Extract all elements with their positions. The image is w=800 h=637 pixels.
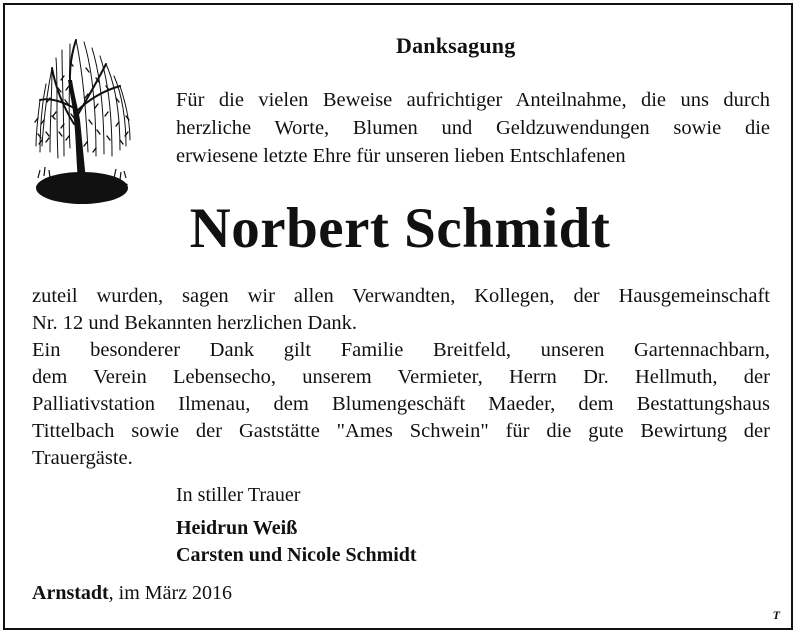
notice-heading: Danksagung bbox=[396, 33, 516, 58]
intro-line: erwiesene letzte Ehre für unseren lieben Entschlafenen bbox=[176, 145, 626, 167]
intro-line: Für die vielen Beweise aufrichtiger Anteilnahme, die uns durch bbox=[176, 89, 770, 111]
body-line: zuteil wurden, sagen wir allen Verwandten, Kollegen, der Hausgemeinschaft bbox=[32, 285, 770, 307]
body-line: Palliativstation Ilmenau, dem Blumengeschäft Maeder, dem Bestattungshaus bbox=[32, 393, 770, 415]
place-date-line bbox=[32, 582, 232, 605]
mourning-line: In stiller Trauer bbox=[176, 484, 301, 506]
weeping-willow-icon bbox=[30, 28, 134, 210]
body-line: Ein besonderer Dank gilt Familie Breitfeld, unseren Gartennachbarn, bbox=[32, 339, 770, 361]
corner-mark: T bbox=[772, 608, 780, 622]
signer-name: Heidrun Weiß bbox=[176, 517, 298, 539]
intro-paragraph bbox=[176, 86, 770, 170]
body-line: dem Verein Lebensecho, unserem Vermieter, Herrn Dr. Hellmuth, der bbox=[32, 366, 770, 388]
place-name: Arnstadt bbox=[32, 582, 109, 604]
thanks-paragraph bbox=[32, 283, 770, 472]
body-line: Nr. 12 und Bekannten herzlichen Dank. bbox=[32, 312, 358, 334]
intro-line: herzliche Worte, Blumen und Geldzuwendungen sowie die bbox=[176, 117, 770, 139]
body-line: Trauergäste. bbox=[32, 447, 133, 469]
date-text: , im März 2016 bbox=[108, 582, 232, 604]
body-line: Tittelbach sowie der Gaststätte "Ames Schwein" für die gute Bewirtung der bbox=[32, 420, 770, 442]
deceased-name: Norbert Schmidt bbox=[189, 197, 611, 260]
signer-name: Carsten und Nicole Schmidt bbox=[176, 544, 417, 566]
